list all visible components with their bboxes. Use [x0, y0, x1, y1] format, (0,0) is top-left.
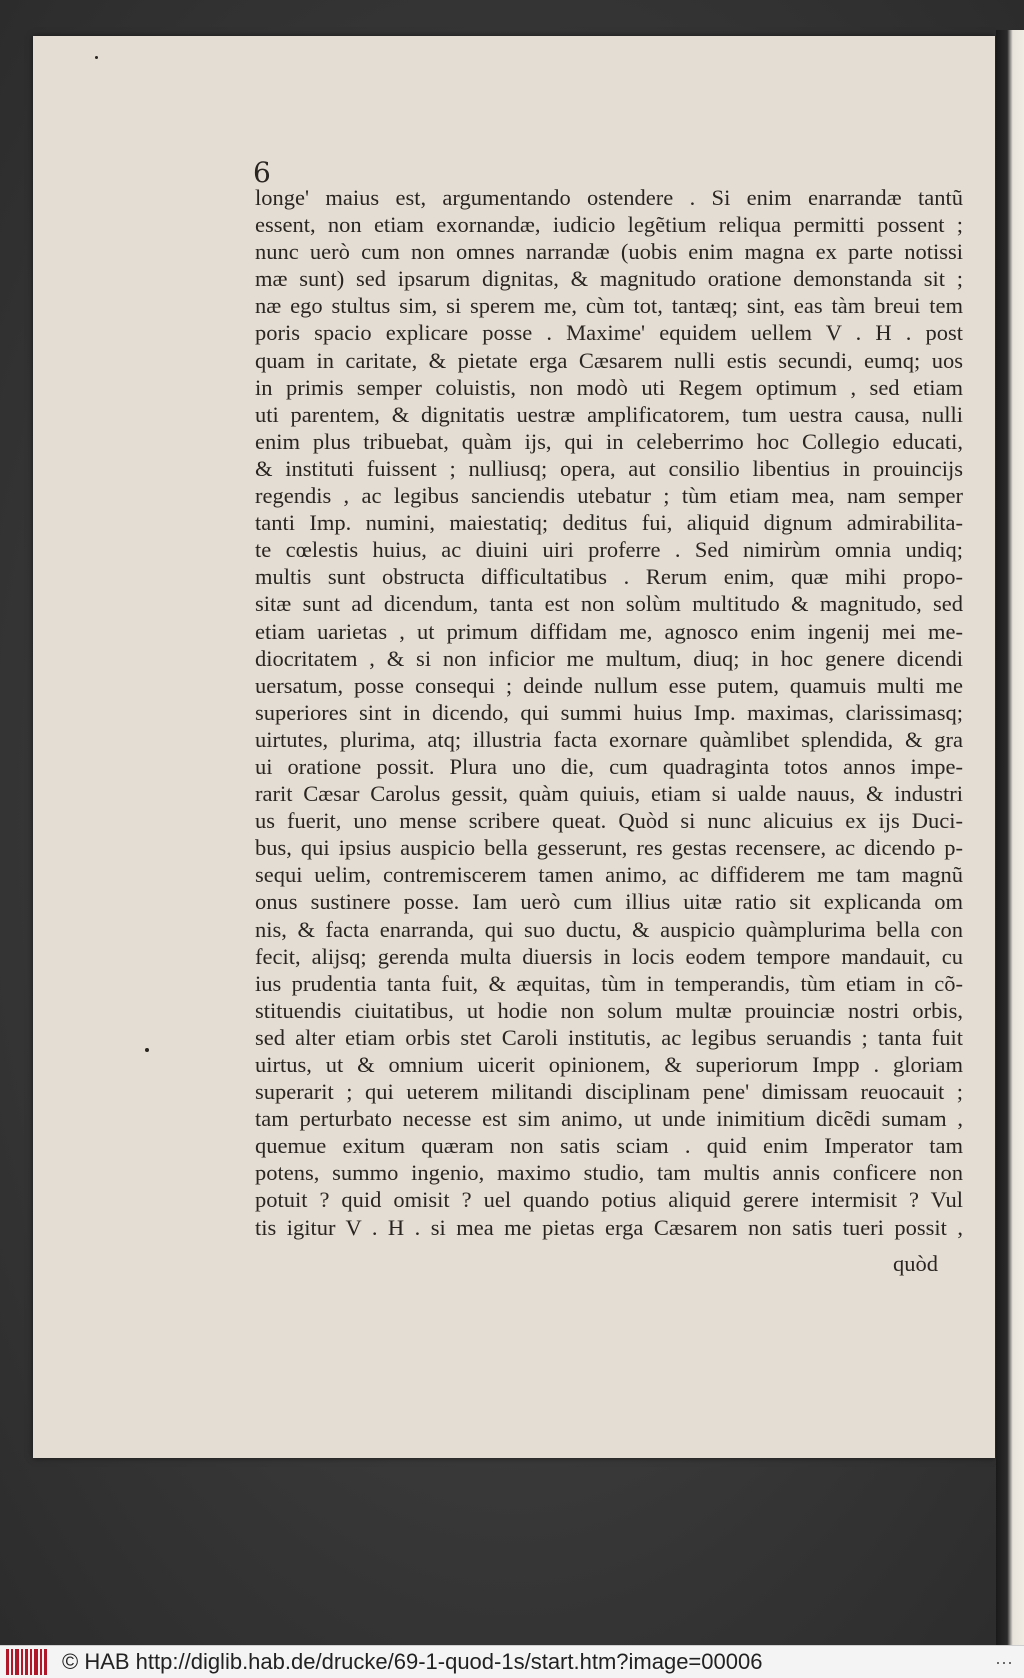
text-line: sequi uelim, contremiscerem tamen animo, ac diffiderem me tam magnũ	[255, 862, 963, 888]
text-line: uirtutes, plurima, atq; illustria facta exornare quàmlibet splendida, & gra	[255, 726, 963, 752]
text-line: ius prudentia tanta fuit, & æquitas, tùm in temperandis, tùm etiam in cõ-	[255, 970, 963, 996]
page-edge	[996, 30, 1024, 1645]
text-line: essent, non etiam exornandæ, iudicio legẽtium reliqua permitti possent ;	[255, 212, 963, 238]
text-line: tis igitur V . H . si mea me pietas erga Cæsarem non satis tueri possit ,	[255, 1214, 963, 1240]
book-page	[33, 36, 995, 1458]
text-line: rarit Cæsar Carolus gessit, quàm quiuis, etiam si ualde nauus, & industri	[255, 781, 963, 807]
text-line: superarit ; qui ueterem militandi disciplinam pene' dimissam reuocauit ;	[255, 1079, 963, 1105]
text-line: nunc uerò cum non omnes narrandæ (uobis enim magna ex parte notissi	[255, 239, 963, 265]
viewer-footer	[0, 1645, 1024, 1678]
copyright-url[interactable]: © HAB http://diglib.hab.de/drucke/69-1-quod-1s/start.htm?image=00006	[62, 1649, 763, 1674]
text-line: us fuerit, uno mense scribere queat. Quòd si nunc alicuius ex ijs Duci-	[255, 808, 963, 834]
text-line: superiores sint in dicendo, qui summi huius Imp. maximas, clarissimasq;	[255, 699, 963, 725]
text-line: etiam uarietas , ut primum diffidam me, agnosco enim ingenij mei me-	[255, 618, 963, 644]
text-line: potuit ? quid omisit ? uel quando potius aliquid gerere intermisit ? Vul	[255, 1187, 963, 1213]
text-line: multis sunt obstructa difficultatibus . Rerum enim, quæ mihi propo-	[255, 564, 963, 590]
text-line: quemue exitum quæram non satis sciam . quid enim Imperator tam	[255, 1133, 963, 1159]
text-line: uti parentem, & dignitatis uestræ amplificatorem, tum uestra causa, nulli	[255, 401, 963, 427]
page-number: 6	[253, 156, 271, 189]
text-line: te cœlestis huius, ac diuini uiri proferre . Sed nimirùm omnia undiq;	[255, 537, 963, 563]
text-line: longe' maius est, argumentando ostendere . Si enim enarrandæ tantũ	[255, 185, 963, 210]
catchword: quòd	[893, 1251, 938, 1276]
hab-logo-icon	[6, 1649, 52, 1675]
text-line: nis, & facta enarranda, qui suo ductu, & auspicio quàmplurima bella con	[255, 916, 963, 942]
text-line: & instituti fuissent ; nulliusq; opera, aut consilio libentius in prouincijs	[255, 455, 963, 481]
text-line: tanti Imp. numini, maiestatiq; deditus fui, aliquid dignum admirabilita-	[255, 510, 963, 536]
text-line: diocritatem , & si non inficior me multum, diuq; in hoc genere dicendi	[255, 645, 963, 671]
text-line: stituendis ciuitatibus, ut hodie non solum multæ prouinciæ nostri orbis,	[255, 997, 963, 1023]
text-line: regendis , ac legibus sanciendis utebatur ; tùm etiam mea, nam semper	[255, 483, 963, 509]
text-line: næ ego stultus sim, si sperem me, cùm tot, tantæq; sint, eas tàm breui tem	[255, 293, 963, 319]
text-line: uersatum, posse consequi ; deinde nullum esse putem, quamuis multi me	[255, 672, 963, 698]
text-line: mæ sunt) sed ipsarum dignitas, & magnitudo oratione demonstanda sit ;	[255, 266, 963, 292]
text-line: onus sustinere posse. Iam uerò cum illius uitæ ratio sit explicanda om	[255, 889, 963, 915]
text-line: potens, summo ingenio, maximo studio, tam multis annis conficere non	[255, 1160, 963, 1186]
more-icon[interactable]: ···	[995, 1651, 1013, 1672]
text-line: sed alter etiam orbis stet Caroli institutis, ac legibus seruandis ; tanta fuit	[255, 1024, 963, 1050]
text-line: bus, qui ipsius auspicio bella gesserunt, res gestas recensere, ac dicendo p-	[255, 835, 963, 861]
text-line: sitæ sunt ad dicendum, tanta est non solùm multitudo & magnitudo, sed	[255, 591, 963, 617]
text-line: ui oratione possit. Plura uno die, cum quadraginta totos annos impe-	[255, 753, 963, 779]
text-line: enim plus tribuebat, quàm ijs, qui in celeberrimo hoc Collegio educati,	[255, 428, 963, 454]
ink-speck	[95, 56, 98, 59]
text-line: fecit, alijsq; gerenda multa diuersis in locis eodem tempore mandauit, cu	[255, 943, 963, 969]
text-line: tam perturbato necesse est sim animo, ut unde inimitium dicẽdi sumam ,	[255, 1106, 963, 1132]
text-line: quam in caritate, & pietate erga Cæsarem nulli estis secundi, eumq; uos	[255, 347, 963, 373]
ink-speck	[145, 1048, 149, 1052]
text-line: poris spacio explicare posse . Maxime' equidem uellem V . H . post	[255, 320, 963, 346]
text-line: in primis semper coluistis, non modò uti Regem optimum , sed etiam	[255, 374, 963, 400]
text-line: uirtus, ut & omnium uicerit opinionem, & superiorum Impp . gloriam	[255, 1052, 963, 1077]
page-text	[255, 184, 963, 1241]
